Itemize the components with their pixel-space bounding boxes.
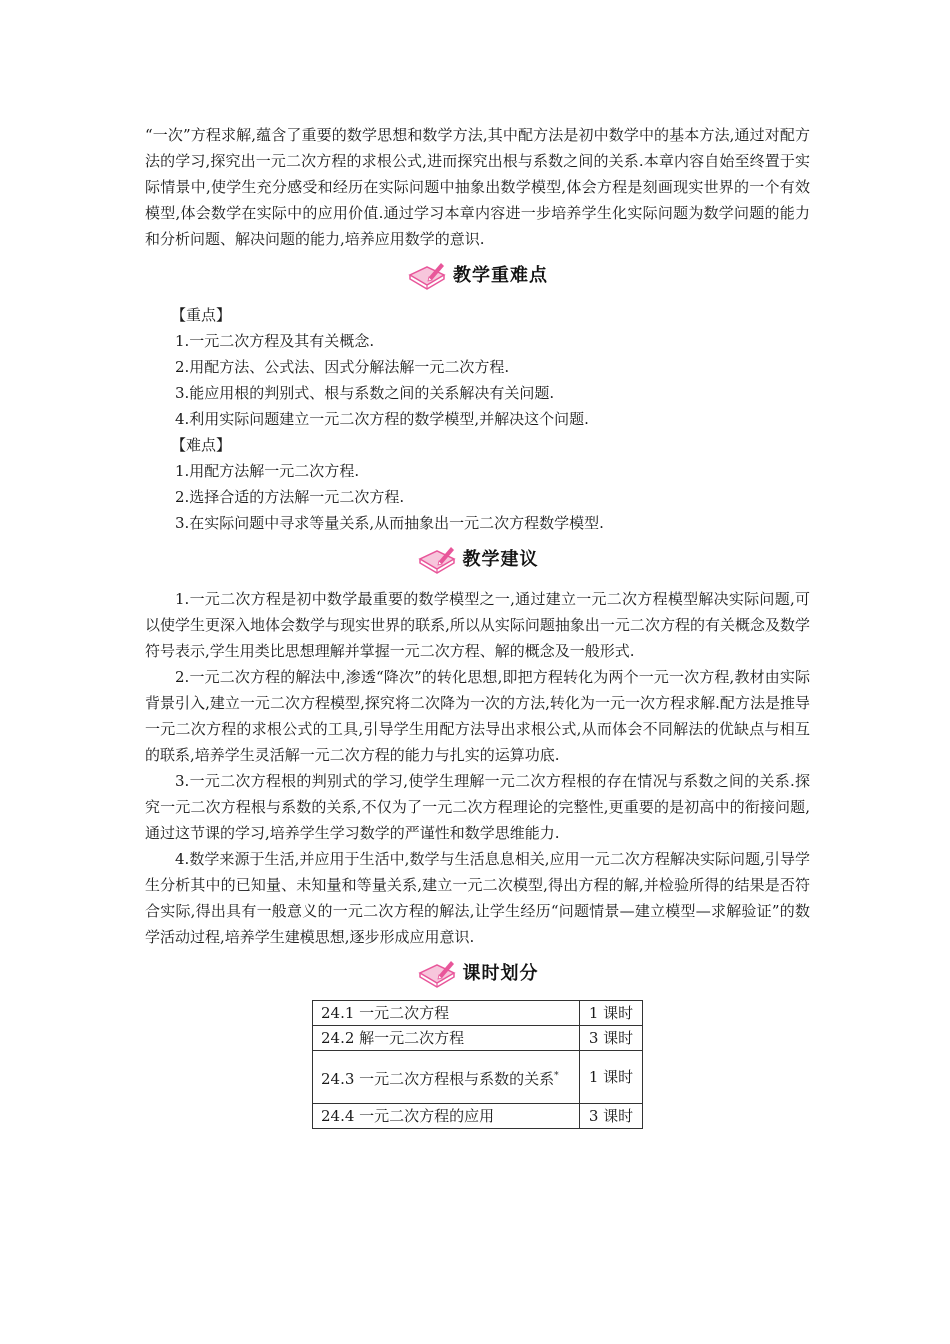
table-row [313, 1026, 643, 1051]
list-item: 2.选择合适的方法解一元二次方程. [175, 488, 405, 506]
lesson-hours: 3 课时 [580, 1104, 643, 1129]
lesson-hours: 3 课时 [580, 1026, 643, 1051]
pencil-notebook-icon [417, 959, 457, 989]
key-points-block [145, 302, 810, 536]
list-item: 3.在实际问题中寻求等量关系,从而抽象出一元二次方程数学模型. [175, 514, 604, 532]
section-title: 教学重难点 [453, 265, 548, 286]
optional-mark: * [554, 1070, 559, 1081]
list-item: 2.用配方法、公式法、因式分解法解一元二次方程. [175, 358, 510, 376]
suggestion-paragraph: 4.数学来源于生活,并应用于生活中,数学与生活息息相关,应用一元二次方程解决实际问题,引导学生分析其中的已知量、未知量和等量关系,建立一元二次模型,得出方程的解,并检验所得的结果是否符合实际,得出具有一般意义的一元二次方程的解法,让学生经历“问题情景—建立模型—求解验证”的数学活动过程,培养学生建模思想,逐步形成应用意识. [145, 850, 810, 946]
pencil-notebook-icon [417, 545, 457, 575]
document-page [145, 122, 810, 1129]
difficult-label: 【难点】 [171, 436, 232, 454]
suggestion-paragraph: 2.一元二次方程的解法中,渗透“降次”的转化思想,即把方程转化为两个一元一次方程,教材由实际背景引入,建立一元二次方程模型,探究将二次降为一次的方法,转化为一元一次方程求解.配方法是推导一元二次方程的求根公式的工具,引导学生用配方法导出求根公式,从而体会不同解法的优缺点与相互的联系,培养学生灵活解一元二次方程的能力与扎实的运算功底. [145, 668, 810, 764]
list-item: 4.利用实际问题建立一元二次方程的数学模型,并解决这个问题. [175, 410, 589, 428]
suggestion-paragraph: 3.一元二次方程根的判别式的学习,使学生理解一元二次方程根的存在情况与系数之间的关系.探究一元二次方程根与系数的关系,不仅为了一元二次方程理论的完整性,更重要的是初高中的衔接问题,通过这节课的学习,培养学生学习数学的严谨性和数学思维能力. [145, 772, 810, 842]
pencil-notebook-icon [407, 261, 447, 291]
section-title: 教学建议 [462, 549, 539, 570]
lesson-name: 24.3 一元二次方程根与系数的关系 [321, 1069, 555, 1088]
lesson-name: 24.1 一元二次方程 [313, 1001, 580, 1026]
lesson-hours: 1 课时 [580, 1051, 643, 1104]
schedule-table-wrap [145, 1000, 810, 1129]
key-label: 【重点】 [171, 306, 232, 324]
section-heading-schedule [145, 954, 810, 994]
section-title: 课时划分 [462, 963, 539, 984]
suggestion-paragraph: 1.一元二次方程是初中数学最重要的数学模型之一,通过建立一元二次方程模型解决实际问题,可以使学生更深入地体会数学与现实世界的联系,所以从实际问题抽象出一元二次方程的有关概念及数学符号表示,学生用类比思想理解并掌握一元二次方程、解的概念及一般形式. [145, 590, 810, 660]
lesson-name: 24.2 解一元二次方程 [313, 1026, 580, 1051]
section-heading-key-points [145, 256, 810, 296]
list-item: 1.用配方法解一元二次方程. [175, 462, 360, 480]
table-row [313, 1104, 643, 1129]
table-row [313, 1051, 643, 1104]
section-heading-suggestions [145, 540, 810, 580]
table-row [313, 1001, 643, 1026]
intro-paragraph: “一次”方程求解,蕴含了重要的数学思想和数学方法,其中配方法是初中数学中的基本方法,通过对配方法的学习,探究出一元二次方程的求根公式,进而探究出根与系数之间的关系.本章内容自始至终置于实际情景中,使学生充分感受和经历在实际问题中抽象出数学模型,体会方程是刻画现实世界的一个有效模型,体会数学在实际中的应用价值.通过学习本章内容进一步培养学生化实际问题为数学问题的能力和分析问题、解决问题的能力,培养应用数学的意识. [145, 126, 810, 248]
lesson-hours: 1 课时 [580, 1001, 643, 1026]
list-item: 3.能应用根的判别式、根与系数之间的关系解决有关问题. [175, 384, 555, 402]
lesson-name: 24.4 一元二次方程的应用 [313, 1104, 580, 1129]
list-item: 1.一元二次方程及其有关概念. [175, 332, 375, 350]
lesson-name-cell [313, 1051, 580, 1104]
schedule-table [312, 1000, 643, 1129]
